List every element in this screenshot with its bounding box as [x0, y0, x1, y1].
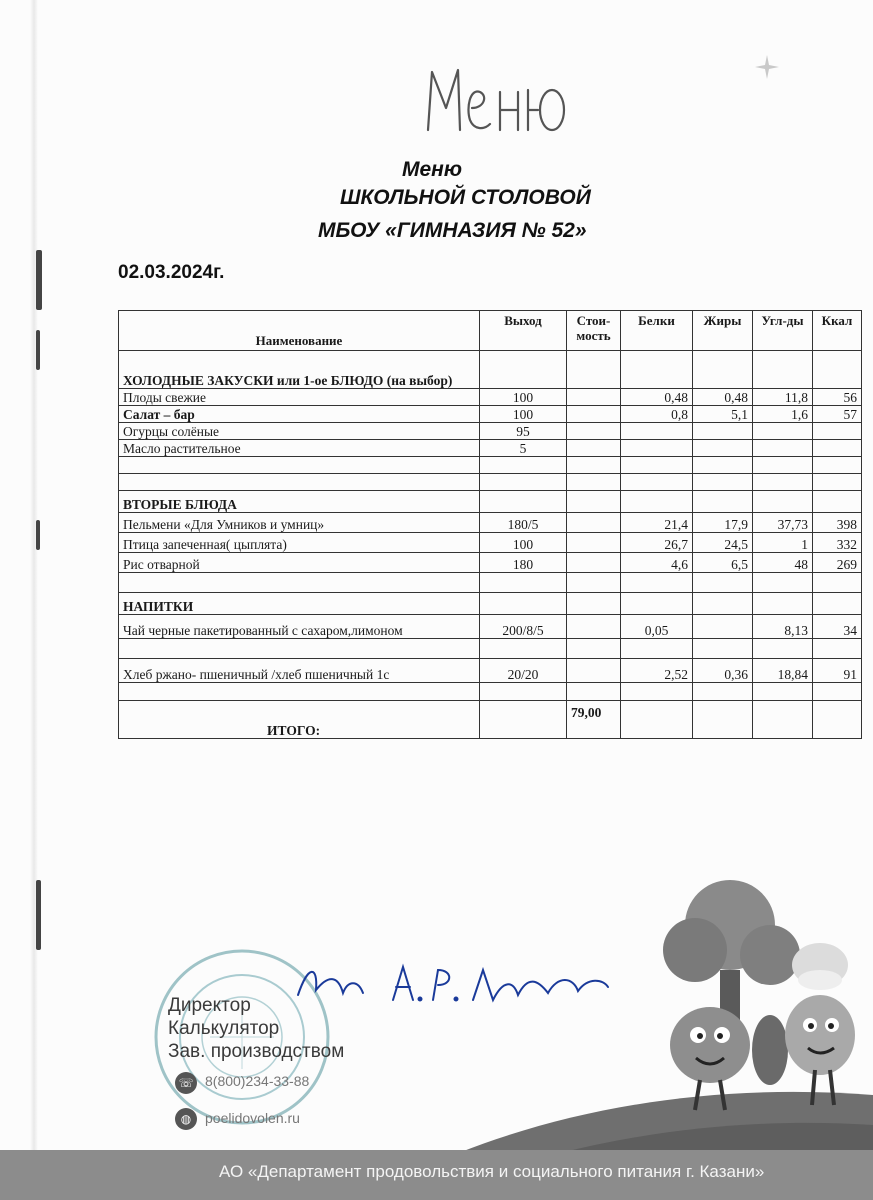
row-protein: 26,7	[621, 533, 693, 553]
table-row	[119, 491, 862, 513]
row-output	[480, 474, 567, 491]
table-row	[119, 513, 862, 533]
row-kcal: 34	[813, 615, 862, 639]
row-cost	[567, 389, 621, 406]
row-kcal	[813, 474, 862, 491]
heading-line-2: ШКОЛЬНОЙ СТОЛОВОЙ	[340, 186, 591, 209]
header-output: Выход	[480, 311, 567, 351]
row-cost	[567, 440, 621, 457]
row-protein	[621, 423, 693, 440]
header-fat: Жиры	[693, 311, 753, 351]
row-cost	[567, 615, 621, 639]
row-cost	[567, 573, 621, 593]
handwritten-title	[422, 58, 572, 148]
table-row	[119, 351, 862, 389]
row-protein	[621, 440, 693, 457]
row-carbs: 18,84	[753, 659, 813, 683]
header-name: Наименование	[119, 311, 480, 351]
row-name: Плоды свежие	[119, 389, 480, 406]
heading-line-1: Меню	[402, 158, 463, 181]
row-kcal	[813, 423, 862, 440]
menu-table	[118, 310, 862, 739]
scan-mark	[36, 330, 40, 370]
row-carbs: 8,13	[753, 615, 813, 639]
row-fat	[693, 423, 753, 440]
scan-mark	[36, 250, 42, 310]
row-fat: 6,5	[693, 553, 753, 573]
row-protein: 2,52	[621, 659, 693, 683]
signature-calculator: Калькулятор	[168, 1018, 280, 1039]
row-fat	[693, 593, 753, 615]
row-carbs: 1,6	[753, 406, 813, 423]
signature-head-production: Зав. производством	[168, 1041, 345, 1062]
row-carbs	[753, 593, 813, 615]
total-row	[119, 701, 862, 739]
row-name: НАПИТКИ	[119, 593, 480, 615]
row-protein: 4,6	[621, 553, 693, 573]
header-cost: Стои-мость	[567, 311, 621, 351]
row-output	[480, 573, 567, 593]
row-fat	[693, 615, 753, 639]
row-name: Огурцы солёные	[119, 423, 480, 440]
row-name: Салат – бар	[119, 406, 480, 423]
row-output: 100	[480, 406, 567, 423]
heading-line-3: МБОУ «ГИМНАЗИЯ № 52»	[318, 219, 587, 242]
row-output	[480, 639, 567, 659]
row-carbs: 1	[753, 533, 813, 553]
menu-date: 02.03.2024г.	[118, 262, 225, 283]
row-fat: 0,36	[693, 659, 753, 683]
row-cost	[567, 553, 621, 573]
row-protein	[621, 573, 693, 593]
table-row	[119, 457, 862, 474]
row-name	[119, 683, 480, 701]
row-output	[480, 683, 567, 701]
row-cost	[567, 491, 621, 513]
row-name	[119, 639, 480, 659]
row-kcal: 398	[813, 513, 862, 533]
row-output	[480, 593, 567, 615]
row-fat	[693, 457, 753, 474]
row-kcal: 57	[813, 406, 862, 423]
row-name	[119, 457, 480, 474]
row-kcal	[813, 639, 862, 659]
row-fat: 17,9	[693, 513, 753, 533]
globe-icon: ◍	[175, 1108, 197, 1130]
row-cost	[567, 406, 621, 423]
row-fat	[693, 474, 753, 491]
row-output	[480, 457, 567, 474]
row-carbs	[753, 440, 813, 457]
header-protein: Белки	[621, 311, 693, 351]
row-cost	[567, 593, 621, 615]
row-kcal	[813, 457, 862, 474]
row-fat	[693, 683, 753, 701]
row-protein	[621, 351, 693, 389]
row-kcal	[813, 683, 862, 701]
row-name: Хлеб ржано- пшеничный /хлеб пшеничный 1с	[119, 659, 480, 683]
row-name: Рис отварной	[119, 553, 480, 573]
header-carbs: Угл-ды	[753, 311, 813, 351]
header-kcal: Ккал	[813, 311, 862, 351]
row-kcal	[813, 440, 862, 457]
row-kcal	[813, 573, 862, 593]
row-protein	[621, 593, 693, 615]
row-fat	[693, 351, 753, 389]
total-fat	[693, 701, 753, 739]
row-protein	[621, 683, 693, 701]
row-cost	[567, 639, 621, 659]
table-row	[119, 683, 862, 701]
table-row	[119, 474, 862, 491]
sparkle-icon	[752, 52, 782, 82]
row-carbs: 11,8	[753, 389, 813, 406]
row-carbs	[753, 351, 813, 389]
row-protein: 0,8	[621, 406, 693, 423]
row-output: 95	[480, 423, 567, 440]
row-output: 5	[480, 440, 567, 457]
row-cost	[567, 457, 621, 474]
row-output: 180/5	[480, 513, 567, 533]
row-protein	[621, 474, 693, 491]
table-row	[119, 593, 862, 615]
row-carbs: 37,73	[753, 513, 813, 533]
row-kcal	[813, 351, 862, 389]
row-protein: 21,4	[621, 513, 693, 533]
row-carbs	[753, 423, 813, 440]
table-row	[119, 639, 862, 659]
table-row	[119, 440, 862, 457]
row-carbs	[753, 683, 813, 701]
row-output	[480, 351, 567, 389]
row-fat	[693, 639, 753, 659]
row-cost	[567, 659, 621, 683]
row-cost	[567, 533, 621, 553]
contact-phone: 8(800)234-33-88	[205, 1073, 310, 1089]
phone-icon: ☏	[175, 1072, 197, 1094]
row-fat: 24,5	[693, 533, 753, 553]
row-carbs	[753, 639, 813, 659]
row-carbs	[753, 457, 813, 474]
row-name: Чай черные пакетированный с сахаром,лимоном	[119, 615, 480, 639]
table-row	[119, 573, 862, 593]
total-protein	[621, 701, 693, 739]
table-row	[119, 615, 862, 639]
row-fat: 0,48	[693, 389, 753, 406]
row-name: ХОЛОДНЫЕ ЗАКУСКИ или 1-ое БЛЮДО (на выбор)	[119, 351, 480, 389]
row-protein: 0,05	[621, 615, 693, 639]
scan-mark	[36, 880, 41, 950]
row-name: ВТОРЫЕ БЛЮДА	[119, 491, 480, 513]
footer-organization: АО «Департамент продовольствия и социального питания г. Казани»	[219, 1162, 765, 1181]
row-output: 100	[480, 533, 567, 553]
row-fat	[693, 440, 753, 457]
row-output	[480, 491, 567, 513]
row-protein	[621, 457, 693, 474]
row-protein: 0,48	[621, 389, 693, 406]
row-output: 100	[480, 389, 567, 406]
handwritten-title-drawing	[422, 58, 572, 148]
row-name	[119, 573, 480, 593]
row-kcal: 269	[813, 553, 862, 573]
total-label: ИТОГО:	[119, 701, 480, 739]
total-cost: 79,00	[567, 701, 621, 739]
row-protein	[621, 639, 693, 659]
table-row	[119, 659, 862, 683]
row-name: Масло растительное	[119, 440, 480, 457]
row-cost	[567, 683, 621, 701]
contact-website: poelidovolen.ru	[205, 1110, 300, 1126]
row-fat	[693, 491, 753, 513]
mascot-illustration	[620, 870, 865, 1120]
row-cost	[567, 513, 621, 533]
table-header-row	[119, 311, 862, 351]
row-kcal	[813, 593, 862, 615]
total-kcal	[813, 701, 862, 739]
row-kcal: 91	[813, 659, 862, 683]
table-row	[119, 406, 862, 423]
row-output: 180	[480, 553, 567, 573]
row-cost	[567, 474, 621, 491]
total-carbs	[753, 701, 813, 739]
row-name: Пельмени «Для Умников и умниц»	[119, 513, 480, 533]
row-cost	[567, 351, 621, 389]
scan-mark	[36, 520, 40, 550]
row-fat: 5,1	[693, 406, 753, 423]
row-name	[119, 474, 480, 491]
row-kcal: 56	[813, 389, 862, 406]
row-carbs	[753, 474, 813, 491]
row-carbs	[753, 573, 813, 593]
row-output: 200/8/5	[480, 615, 567, 639]
table-row	[119, 423, 862, 440]
table-row	[119, 389, 862, 406]
total-output	[480, 701, 567, 739]
table-row	[119, 553, 862, 573]
row-name: Птица запеченная( цыплята)	[119, 533, 480, 553]
row-kcal	[813, 491, 862, 513]
row-carbs: 48	[753, 553, 813, 573]
row-fat	[693, 573, 753, 593]
signature-director: Директор	[168, 995, 251, 1016]
row-kcal: 332	[813, 533, 862, 553]
table-row	[119, 533, 862, 553]
row-cost	[567, 423, 621, 440]
row-carbs	[753, 491, 813, 513]
handwritten-signature	[288, 955, 618, 1015]
row-output: 20/20	[480, 659, 567, 683]
row-protein	[621, 491, 693, 513]
